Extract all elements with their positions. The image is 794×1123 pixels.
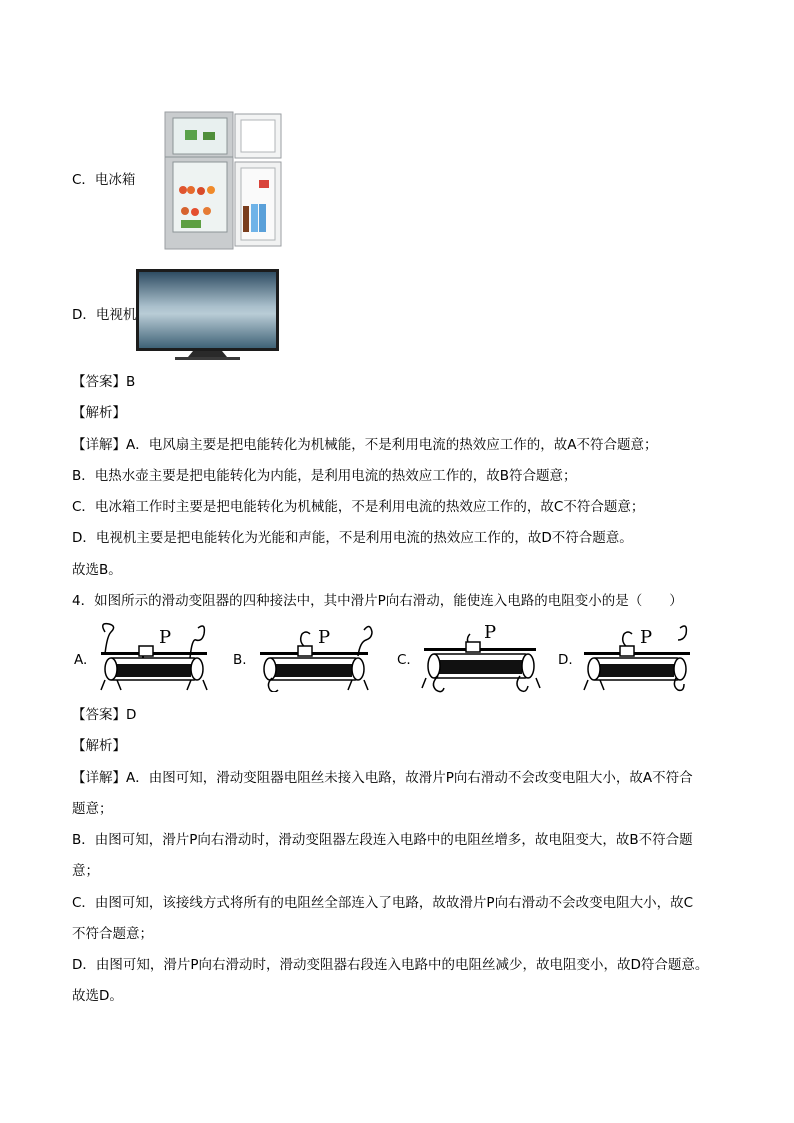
option-label: B. [233, 652, 247, 668]
option-c-label: C．电冰箱 [72, 172, 136, 188]
answer-1: 【答案】B [72, 374, 136, 390]
option-label: A. [74, 652, 88, 668]
detail-2-line: 故选D。 [72, 988, 123, 1004]
detail-1-line: 故选B。 [72, 562, 122, 578]
option-label: C. [397, 652, 411, 668]
detail-2-line: 题意； [72, 801, 113, 817]
refrigerator-photo [163, 110, 283, 251]
slider-letter: P [318, 627, 331, 648]
answer-2: 【答案】D [72, 707, 137, 723]
rheostat-diagram-d [578, 618, 696, 692]
refrigerator-icon [163, 110, 283, 251]
television-icon [135, 268, 280, 363]
slider-letter: P [640, 627, 653, 648]
option-label: D. [558, 652, 573, 668]
detail-2-line: D．由图可知，滑片P向右滑动时，滑动变阻器右段连入电路中的电阻丝减少，故电阻变小，故D符合题意。 [72, 957, 709, 973]
detail-2-line: B．由图可知，滑片P向右滑动时，滑动变阻器左段连入电路中的电阻丝增多，故电阻变大，故B不符合题 [72, 832, 693, 848]
detail-1-line: C．电冰箱工作时主要是把电能转化为机械能，不是利用电流的热效应工作的，故C不符合题意； [72, 499, 645, 515]
television-photo [135, 268, 280, 363]
analysis-1-heading: 【解析】 [72, 405, 126, 421]
rheostat-icon [93, 618, 215, 692]
option-d-label: D．电视机 [72, 307, 137, 323]
rheostat-diagram-b [252, 618, 376, 692]
analysis-2-heading: 【解析】 [72, 738, 126, 754]
question-4-stem: 4．如图所示的滑动变阻器的四种接法中，其中滑片P向右滑动，能使连入电路的电阻变小的是（ ） [72, 593, 683, 609]
detail-2-line: 【详解】A．由图可知，滑动变阻器电阻丝未接入电路，故滑片P向右滑动不会改变电阻大小，故A不符合 [72, 770, 693, 786]
detail-1-line: 【详解】A．电风扇主要是把电能转化为机械能，不是利用电流的热效应工作的，故A不符合题意； [72, 437, 658, 453]
rheostat-icon [416, 618, 544, 694]
detail-2-line: 意； [72, 863, 99, 879]
rheostat-icon [578, 618, 696, 692]
detail-1-line: D．电视机主要是把电能转化为光能和声能，不是利用电流的热效应工作的，故D不符合题意。 [72, 530, 633, 546]
detail-2-line: 不符合题意； [72, 926, 153, 942]
rheostat-icon [252, 618, 376, 692]
slider-letter: P [159, 627, 172, 648]
detail-2-line: C．由图可知，该接线方式将所有的电阻丝全部连入了电路，故故滑片P向右滑动不会改变电阻大小，故C [72, 895, 693, 911]
rheostat-diagram-a [93, 618, 215, 692]
detail-1-line: B．电热水壶主要是把电能转化为内能，是利用电流的热效应工作的，故B符合题意； [72, 468, 577, 484]
rheostat-diagram-c [416, 618, 544, 694]
slider-letter: P [484, 622, 497, 643]
